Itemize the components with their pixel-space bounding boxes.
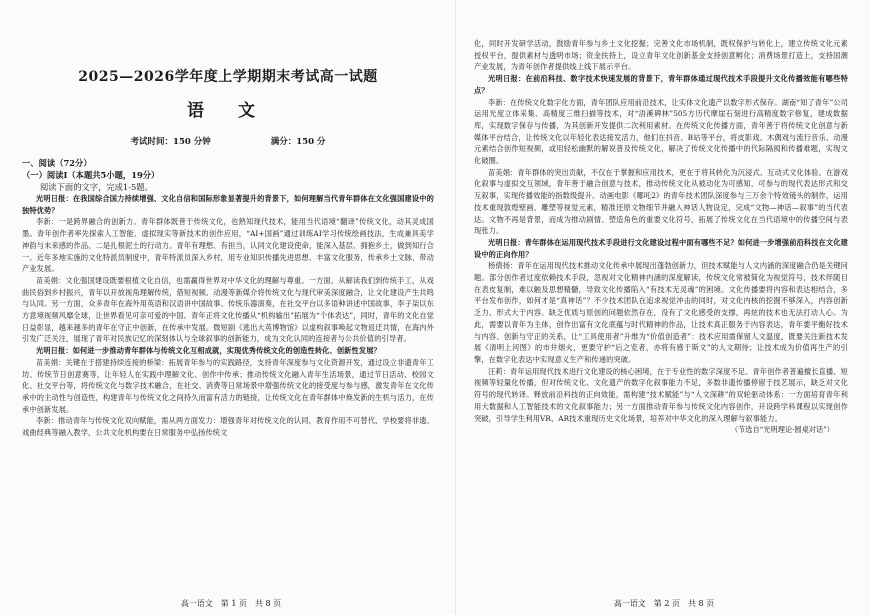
page-2: [474, 38, 854, 615]
interview-paragraph: 苗美娟：关键在于搭建持续连接的桥梁：拓展青年参与的实践路径，支持青年深度参与文化资源开发，通过设立非遗青年工坊、传统节日创意赛等，让年轻人在实践中理解文化、创作中传承；推动传统文化融入青年生活场景，通过节日活动、校园文化、社交平台等，将传统文化与数字技术融合，在社交、消费等日常场景中增强传统文化的接受度与参与感，激发青年在文化传承中的主动性与创造性，构建青年与传统文化之间持久而富有活力的链接，让传统文化在青年群体中焕发新的生机与活力，在传承中创新发展。: [22, 357, 434, 414]
interview-paragraph: 李新：推动青年与传统文化双向赋能，需从两方面发力：增强青年对传统文化的认同，教育作用不可替代，学校要将非遗、戏曲经典等融入教学，公共文化机构要在日常服务中弘扬传统文: [22, 416, 434, 438]
exam-title: 2025—2026学年度上学期期末考试高一试题: [78, 69, 378, 85]
interview-paragraph: 化，同时开发研学活动，鼓励青年参与乡土文化挖掘；完善文化市场机制，既权保护与转化上，建立传统文化元素授权平台，提供素材与透明市场；资金扶持上，设立青年文化创新基金支持创意孵化；消费场景打造上，支持国潮产业发展，为青年创作者提供线上线下展示平台。: [474, 39, 848, 72]
page-footer: 高一语文 第 2 页 共 8 页: [613, 599, 715, 608]
subsection-heading: （一）阅读Ⅰ（本题共5小题，19分）: [22, 170, 160, 180]
exam-time: 考试时间：150 分钟: [130, 137, 211, 147]
source-note: （节选自“光明理论·圆桌对话”）: [730, 425, 834, 435]
interview-paragraph: 光明日报：在前沿科技、数字技术快速发展的背景下，青年群体通过现代技术手段提升文化传播效能有哪些特点？: [474, 74, 848, 95]
page-footer: 高一语文 第 1 页 共 8 页: [180, 599, 282, 608]
interview-paragraph: 光明日报：在我国综合国力持续增强、文化自信和国际形象显著提升的背景下，如何理解当代青年群体在文化强国建设中的独特优势？: [22, 194, 434, 215]
exam-meta: [22, 135, 434, 147]
interview-paragraph: 李新：在传统文化数字化方面，青年团队应用前沿技术，让实体文化遗产以数字形式保存。湖南“知了青年”公司运用光度立体采集、高精度三维扫描等技术，对“浯溪碑林”505方历代摩崖石刻进行高精度数字修复，建成数据库，实现数字保存与传播，为其创新开发提供二次利用素材。在传统文化传播方面，青年善于将传统文化创意与新媒体平台结合，让传统文化以年轻化表达接发活力，他们在抖音、B站等平台，将皮影戏、木偶戏与流行音乐、动漫元素结合创作短视频，或用轻松幽默的解说普及传统文化，解决了传统文化传播中的代际隔阂和传播难题，实现文化破圈。: [474, 97, 848, 166]
page-divider: [455, 0, 456, 615]
interview-paragraph: 光明日报：青年群体在运用现代技术手段进行文化建设过程中面有哪些不足？如何进一步增强前沿科技在文化建设中的正向作用？: [474, 237, 848, 259]
page-header: [22, 66, 434, 147]
interview-paragraph: 汪莉：青年运用现代技术进行文化建设的核心困境，在于专业性的数字深度不足。青年创作者普遍擅长直播、短视频等轻量化传播，但对传统文化、文化遗产的数字化叙事能力不足，多数非遗传播停留于技艺展示，缺乏对文化符号的现代转译。释放前沿科技的正向效能，需构建“技术赋能”与“人文深耕”的双轮驱动体系：一方面培育青年利用大数据和人工智能技术的文化叙事能力；另一方面推动青年参与传统文化内容创作，开设跨学科课程以实现创作突破，引导学生利用VR、AR技术重现历史文化场景，培养对中华文化的深入理解与叙事能力。: [474, 366, 848, 423]
left-body: [22, 193, 434, 439]
interview-paragraph: 苗美娟：青年群体的突出贡献，不仅在于掌握和应用技术，更在于将其转化为沉浸式、互动式文化体验。在游戏化叙事与虚拟交互领域，青年善于融合创意与技术，推动传统文化从被动化为可感知、可参与的现代表达形式和交互叙事，实现传播效能的指数级提升。动画电影《哪吒2》的青年技术团队深度参与三万余个特效镜头的制作，运用技术重现敦煌壁画、雕塑等视觉元素，精准还原文物细节并融入神话人物设定，完成“文物—神话—叙事”的当代表达。文物不再是背景，而成为推动剧情、塑造角色的重要文化符号，拓展了传统文化在当代语境中的传播空间与表现张力。: [474, 167, 848, 236]
interview-paragraph: 光明日报：如何进一步推动青年群体与传统文化互相成就，实现优秀传统文化的创造性转化、创新性发展？: [36, 346, 381, 356]
instruction: 阅读下面的文字，完成1-5题。: [40, 182, 153, 192]
subject-title: 语 文: [187, 101, 269, 121]
interview-paragraph: 杨倩扬：青年在运用现代技术推动文化传承中展现出蓬勃创新力，但技术赋能与人文内涵的深度融合仍是关键问题。部分创作者过度依赖技术手段，忽视对文化精神内涵的深度解读，传统文化常被简化为视觉符号，技术伴随目在表皮复制，难以触及思想精髓，导致文化传播陷入“有技术无灵魂”的困境。文化传播要将内容和表达相结合，多平台发布创作，如何才是“真神话”？不少技术团队在追求视觉冲击的同时，对文化内核的挖掘不够深入，内容创新乏力、形式大于内容、缺乏优质与原创的问题依然存在，没有了文化感受的支撑，再炫的技术也无法打动人心。为此，需要以青年为主体，创作出富有文化底蕴与时代精神的作品，让技术真正服务于内容表达，青年要平衡好技术与内容、创新与守正的关系，让“工具使用者”升维为“价值创造者”：技术应用需保留人文温度，既要关注新技术发展《清明上河图》的市井烟火，更要守护“后之览者，亦将有感于斯文”的人文期待；让技术成为价值再生产的引擎，在数字化表达中实现意义生产和传递的突破。: [474, 261, 848, 364]
interview-paragraph: 李新：一是跨界融合的创新力。青年群体既善于传统文化，也熟知现代技术，能用当代语境“翻译”传统文化，动其灵成国墨。青年创作者率先探索人工智能、虚拟现实等新技术的创作应用，“AI+国画”通过训练AI学习传统绘画技法，生成兼具美学神韵与未来感的作品。二是扎根泥土的行动力。青年有理想、有担当，认同文化建设使命，能深入基层、拥抱乡土，做到知行合一。近年多地实施的文化特派员制度中，青年特派员深入乡村，用专业知识传播先进思想、丰富文化服务，传承乡土文脉、带动产业发展。: [22, 217, 434, 274]
page-1: [22, 44, 440, 615]
right-body: [474, 38, 848, 436]
exam-score: 满分：150 分: [270, 137, 326, 147]
section-heading: 一、阅读（72分）: [22, 158, 92, 168]
interview-paragraph: 苗美娟：文化强国建设既要根植文化自信，也需赢得世界对中华文化的理解与尊重。一方面，从解读我们到传统手工，从戏曲民俗到乡村振兴，青年以开放视角理解传统，借短视频、动漫等新媒介将传统文化与现代审美深度融合，让文化建设产生共鸣与认同。另一方面，众多青年在海外用英语和汉语讲中国故事、传统乐器演奏，在社交平台以多语种讲述中国故事，李子柒以东方意境视频风靡全球，让世界看见可亲可爱的中国。青年正将文化传播从“机构输出”拓展为“个体表达”，同时，青年的文化自觉日益彰显，越来越多的青年在守正中创新，在传承中发展。微短剧《逃出大英博物馆》以虚构叙事唤起文物返迁共情，在海内外引发广泛关注，展现了青年对民族记忆的深刻体认与全球叙事的创新能力，成为文化认同的连接者与公共价值的引导者。: [22, 275, 434, 344]
